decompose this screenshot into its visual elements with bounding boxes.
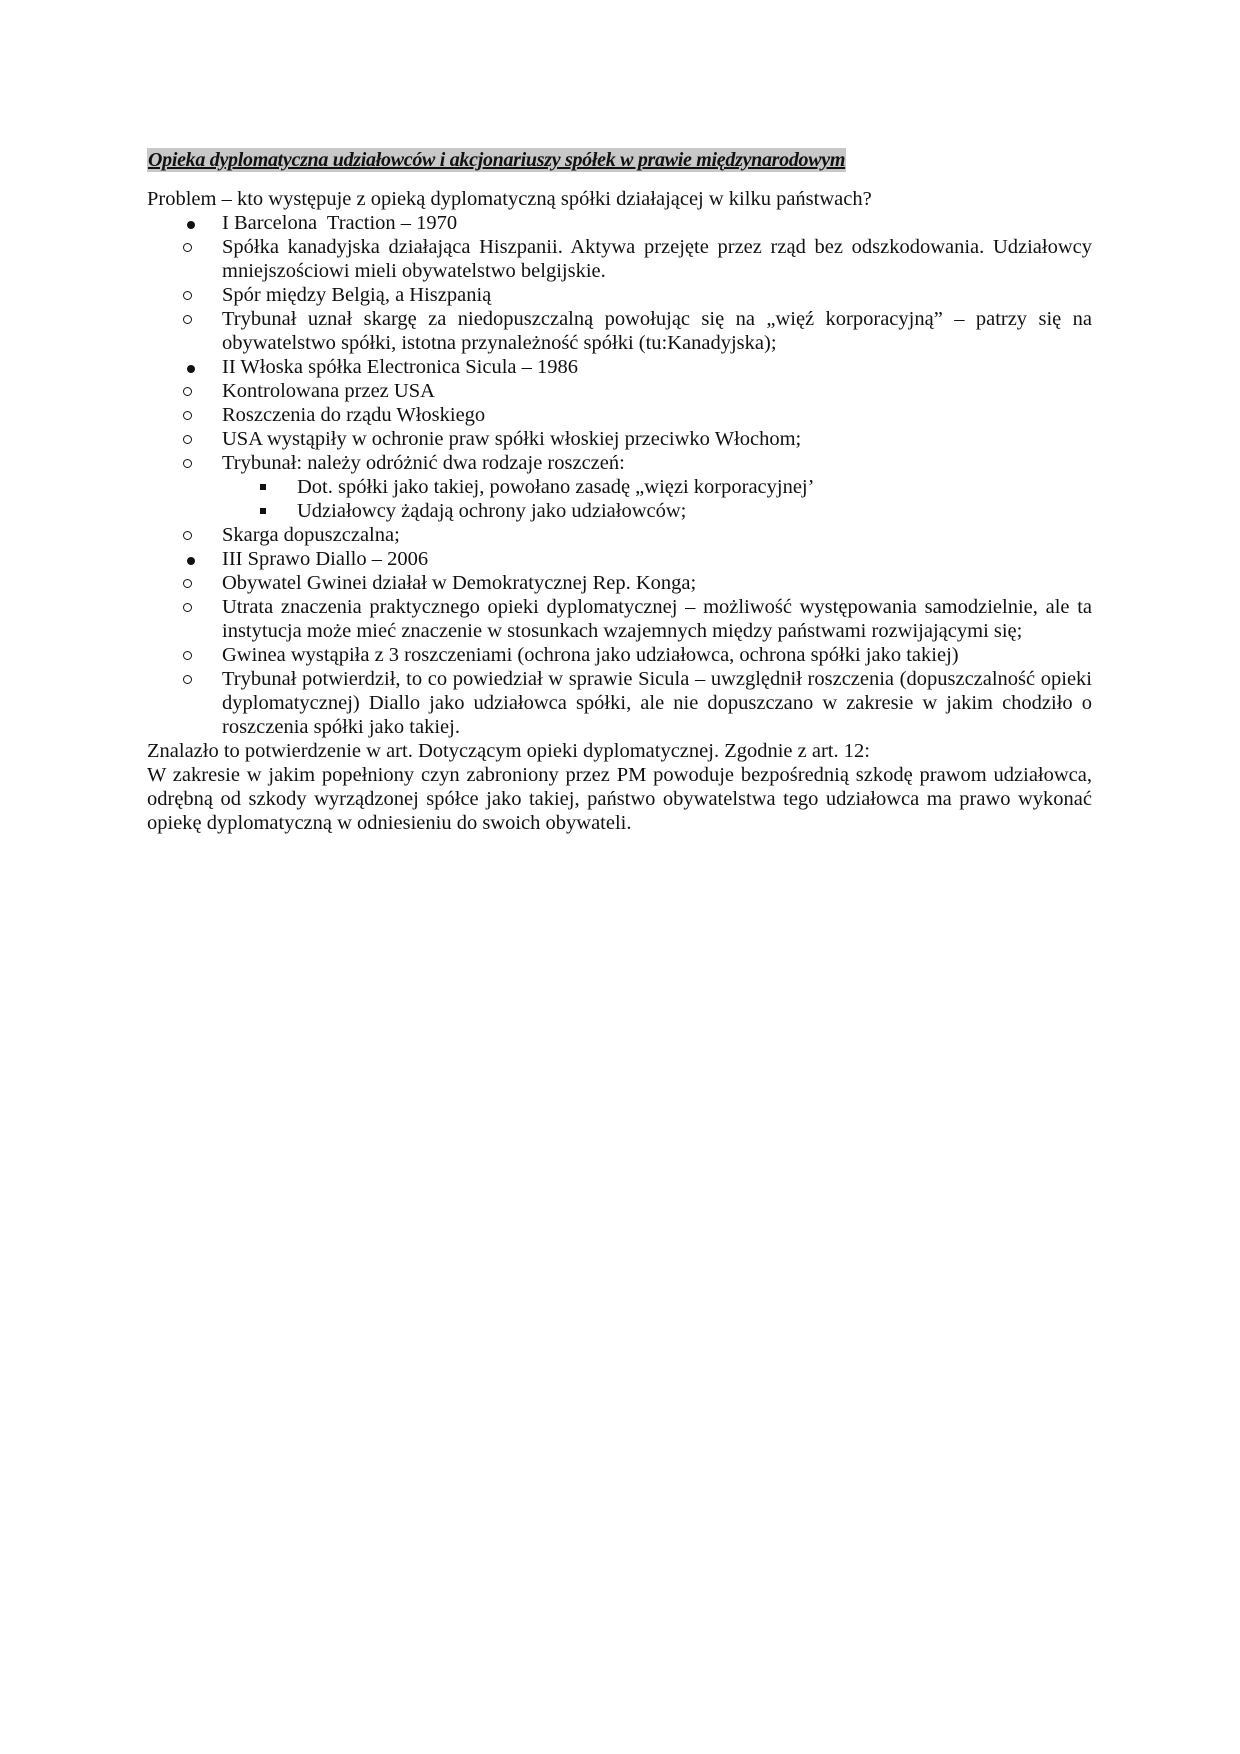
hollow-bullet-icon <box>183 579 192 588</box>
hollow-bullet-icon <box>183 315 192 324</box>
case-points <box>147 379 1092 547</box>
case-subpoint <box>147 499 1092 523</box>
case-point <box>147 451 1092 523</box>
case-heading: III Sprawo Diallo – 2006 <box>222 548 429 570</box>
case-point <box>147 307 1092 355</box>
hollow-bullet-icon <box>183 531 192 540</box>
case-point <box>147 379 1092 403</box>
case-points <box>147 235 1092 355</box>
case-item <box>147 211 1092 235</box>
square-bullet-icon <box>260 508 266 514</box>
case-point <box>147 667 1092 739</box>
case-point-text: Gwinea wystąpiła z 3 roszczeniami (ochrona jako udziałowca, ochrona spółki jako takiej) <box>222 644 959 666</box>
case-points-wrap <box>147 235 1092 355</box>
hollow-bullet-icon <box>183 675 192 684</box>
case-point <box>147 403 1092 427</box>
case-point <box>147 283 1092 307</box>
filled-bullet-icon <box>187 221 195 229</box>
hollow-bullet-icon <box>183 459 192 468</box>
case-point-text: Skarga dopuszczalna; <box>222 524 400 546</box>
case-point <box>147 571 1092 595</box>
hollow-bullet-icon <box>183 435 192 444</box>
case-subpoints <box>147 475 1092 523</box>
case-points <box>147 571 1092 739</box>
case-point-text: Trybunał potwierdził, to co powiedział w sprawie Sicula – uwzględnił roszczenia (dopuszczalność opieki dyplomatycznej) Diallo jako udziałowca spółki, ale nie dopuszczano w zakresie w jakim chodziło o roszczenia spółki jako takiej. <box>222 668 1092 738</box>
case-points-wrap <box>147 571 1092 739</box>
hollow-bullet-icon <box>183 411 192 420</box>
hollow-bullet-icon <box>183 651 192 660</box>
case-point-text: Spółka kanadyjska działająca Hiszpanii. Aktywa przejęte przez rząd bez odszkodowania. Udziałowcy mniejszościowi mieli obywatelstwo belgijskie. <box>222 236 1092 282</box>
case-point-text: Utrata znaczenia praktycznego opieki dyplomatycznej – możliwość występowania samodzielnie, ale ta instytucja może mieć znaczenie w stosunkach wzajemnych między państwami rozwijającymi się; <box>222 596 1092 642</box>
case-list <box>147 211 1092 739</box>
hollow-bullet-icon <box>183 243 192 252</box>
case-point <box>147 523 1092 547</box>
case-subpoint <box>147 475 1092 499</box>
square-bullet-icon <box>260 484 266 490</box>
case-point-text: USA wystąpiły w ochronie praw spółki włoskiej przeciwko Włochom; <box>222 428 802 450</box>
case-subpoint-text: Dot. spółki jako takiej, powołano zasadę „więzi korporacyjnej’ <box>297 476 815 498</box>
intro-paragraph: Problem – kto występuje z opieką dyplomatyczną spółki działającej w kilku państwach? <box>147 188 872 210</box>
case-point-text: Roszczenia do rządu Włoskiego <box>222 404 486 426</box>
case-point-text: Trybunał: należy odróżnić dwa rodzaje roszczeń: <box>222 452 625 474</box>
case-heading: II Włoska spółka Electronica Sicula – 1986 <box>222 356 578 378</box>
case-point-text: Spór między Belgią, a Hiszpanią <box>222 284 492 306</box>
case-item <box>147 355 1092 379</box>
case-points-wrap <box>147 379 1092 547</box>
hollow-bullet-icon <box>183 387 192 396</box>
case-point <box>147 643 1092 667</box>
case-point-text: Obywatel Gwinei działał w Demokratycznej Rep. Konga; <box>222 572 697 594</box>
document-title: Opieka dyplomatyczna udziałowców i akcjonariuszy spółek w prawie międzynarodowym <box>148 149 846 171</box>
conclusion-line: Znalazło to potwierdzenie w art. Dotyczącym opieki dyplomatycznej. Zgodnie z art. 12: <box>147 740 870 762</box>
filled-bullet-icon <box>187 365 195 373</box>
case-heading: I Barcelona Traction – 1970 <box>222 212 458 234</box>
case-point <box>147 235 1092 283</box>
case-point-text: Trybunał uznał skargę za niedopuszczalną powołując się na „więź korporacyjną” – patrzy się na obywatelstwo spółki, istotna przynależność spółki (tu:Kanadyjska); <box>222 308 1092 354</box>
title-block <box>147 148 1092 172</box>
hollow-bullet-icon <box>183 603 192 612</box>
case-point <box>147 427 1092 451</box>
case-point <box>147 595 1092 643</box>
hollow-bullet-icon <box>183 291 192 300</box>
case-point-text: Kontrolowana przez USA <box>222 380 435 402</box>
case-item <box>147 547 1092 571</box>
filled-bullet-icon <box>187 557 195 565</box>
document-page <box>147 148 1092 835</box>
case-subpoint-text: Udziałowcy żądają ochrony jako udziałowców; <box>297 500 687 522</box>
article-12-text: W zakresie w jakim popełniony czyn zabroniony przez PM powoduje bezpośrednią szkodę prawom udziałowca, odrębną od szkody wyrządzonej spółce jako takiej, państwo obywatelstwa tego udziałowca ma prawo wykonać opiekę dyplomatyczną w odniesieniu do swoich obywateli. <box>147 764 1092 834</box>
